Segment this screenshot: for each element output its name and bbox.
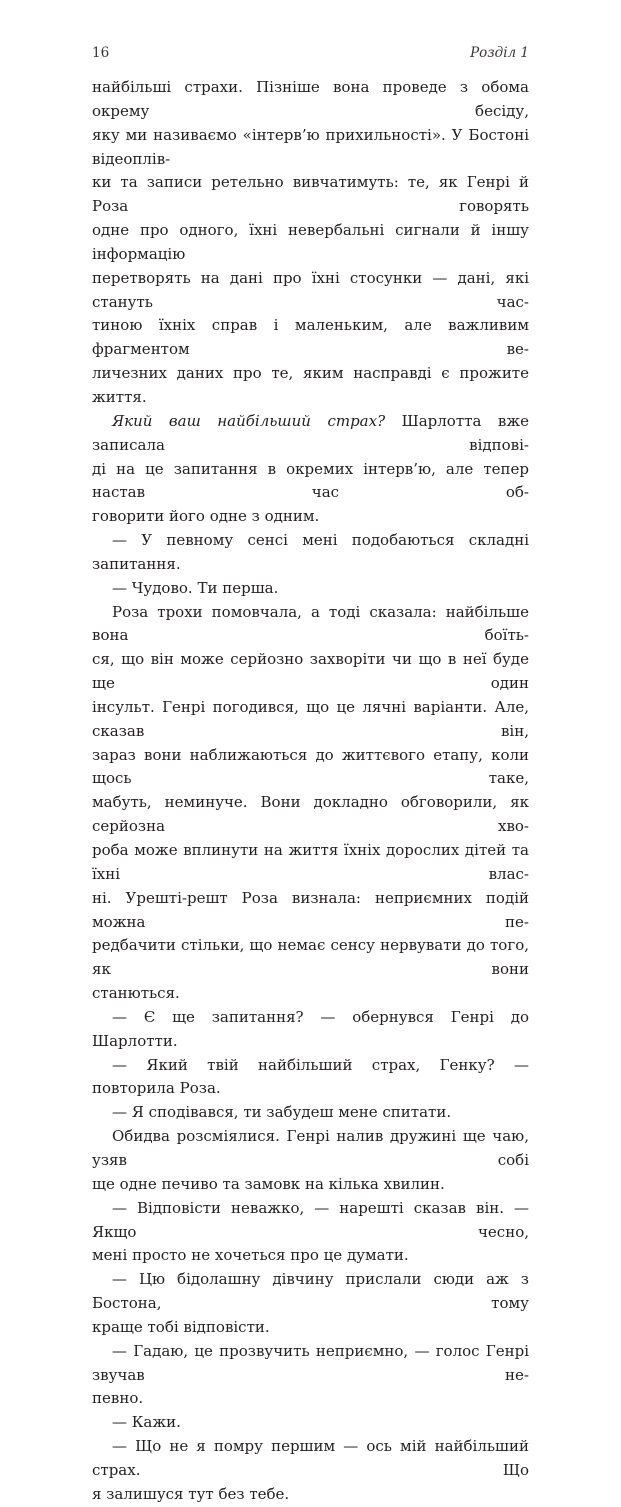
text-line: перетворять на дані про їхні стосунки — дані, які стануть час- <box>92 268 529 311</box>
dialogue-line: — Чудово. Ти перша. <box>112 578 279 597</box>
text-line: Роза трохи помовчала, а тоді сказала: найбільше вона боїть- <box>92 602 529 645</box>
text-line: я залишуся тут без тебе. <box>92 1484 290 1503</box>
text-line: певно. <box>92 1389 144 1408</box>
dialogue-line: — Цю бідолашну дівчину прислали сюди аж з Бостона, тому <box>92 1270 529 1313</box>
text-line: краще тобі відповісти. <box>92 1317 270 1336</box>
text-line: одне про одного, їхні невербальні сигнали й іншу інформацію <box>92 221 529 263</box>
text-line: мабуть, неминуче. Вони докладно обговорили, як серйозна хво- <box>92 793 529 836</box>
text-line: інсульт. Генрі погодився, що це лячні варіанти. Але, сказав він, <box>92 697 529 740</box>
dialogue-line: — Я сподівався, ти забудеш мене спитати. <box>112 1103 452 1122</box>
dialogue-line: — Який твій найбільший страх, Генку? — повторила Роза. <box>92 1055 529 1098</box>
text-line: зараз вони наближаються до життєвого етапу, коли щось таке, <box>92 745 529 788</box>
text-line: говорити його одне з одним. <box>92 507 320 526</box>
body-text <box>92 76 529 1507</box>
text-line: Обидва розсміялися. Генрі налив дружині ще чаю, узяв собі <box>92 1127 529 1169</box>
text-line: станються. <box>92 984 180 1003</box>
dialogue-line: — Відповісти неважко, — нарешті сказав він. — Якщо чесно, <box>92 1198 529 1241</box>
text-line: редбачити стільки, що немає сенсу нервувати до того, як вони <box>92 936 529 979</box>
text-line: яку ми називаємо «інтерв’ю прихильності». У Бостоні відеоплів- <box>92 125 529 168</box>
text-line: ще одне печиво та замовк на кілька хвилин. <box>92 1174 445 1193</box>
dialogue-line: — Гадаю, це прозвучить неприємно, — голос Генрі звучав не- <box>92 1341 529 1384</box>
text-line <box>92 410 529 458</box>
text-line: тиною їхніх справ і маленьким, але важливим фрагментом ве- <box>92 316 529 359</box>
text-line: найбільші страхи. Пізніше вона проведе з обома окрему бесіду, <box>92 78 529 120</box>
text-span: Шарлотта вже записала відпові- <box>92 411 529 454</box>
chapter-title: Розділ 1 <box>470 45 529 61</box>
text-line: личезних даних про те, яким насправді є прожите життя. <box>92 364 529 406</box>
dialogue-line: — Кажи. <box>112 1413 181 1432</box>
question-text: Який ваш найбільший страх? <box>112 411 386 430</box>
dialogue-line: — Що не я помру першим — ось мій найбільший страх. Що <box>92 1437 529 1479</box>
text-line: ні. Урешті-решт Роза визнала: неприємних подій можна пе- <box>92 888 529 931</box>
text-line: ки та записи ретельно вивчатимуть: те, як Генрі й Роза говорять <box>92 173 529 216</box>
text-line: ді на це запитання в окремих інтерв’ю, але тепер настав час об- <box>92 459 529 502</box>
text-line: мені просто не хочеться про це думати. <box>92 1246 409 1265</box>
text-line: роба може вплинути на життя їхніх дорослих дітей та їхні влас- <box>92 841 529 883</box>
dialogue-line: — У певному сенсі мені подобаються складні запитання. <box>92 531 529 573</box>
page-number: 16 <box>92 45 110 61</box>
text-line: ся, що він може серйозно захворіти чи що в неї буде ще один <box>92 650 529 693</box>
dialogue-line: — Є ще запитання? — обернувся Генрі до Шарлотти. <box>92 1007 529 1050</box>
running-header <box>92 45 529 63</box>
